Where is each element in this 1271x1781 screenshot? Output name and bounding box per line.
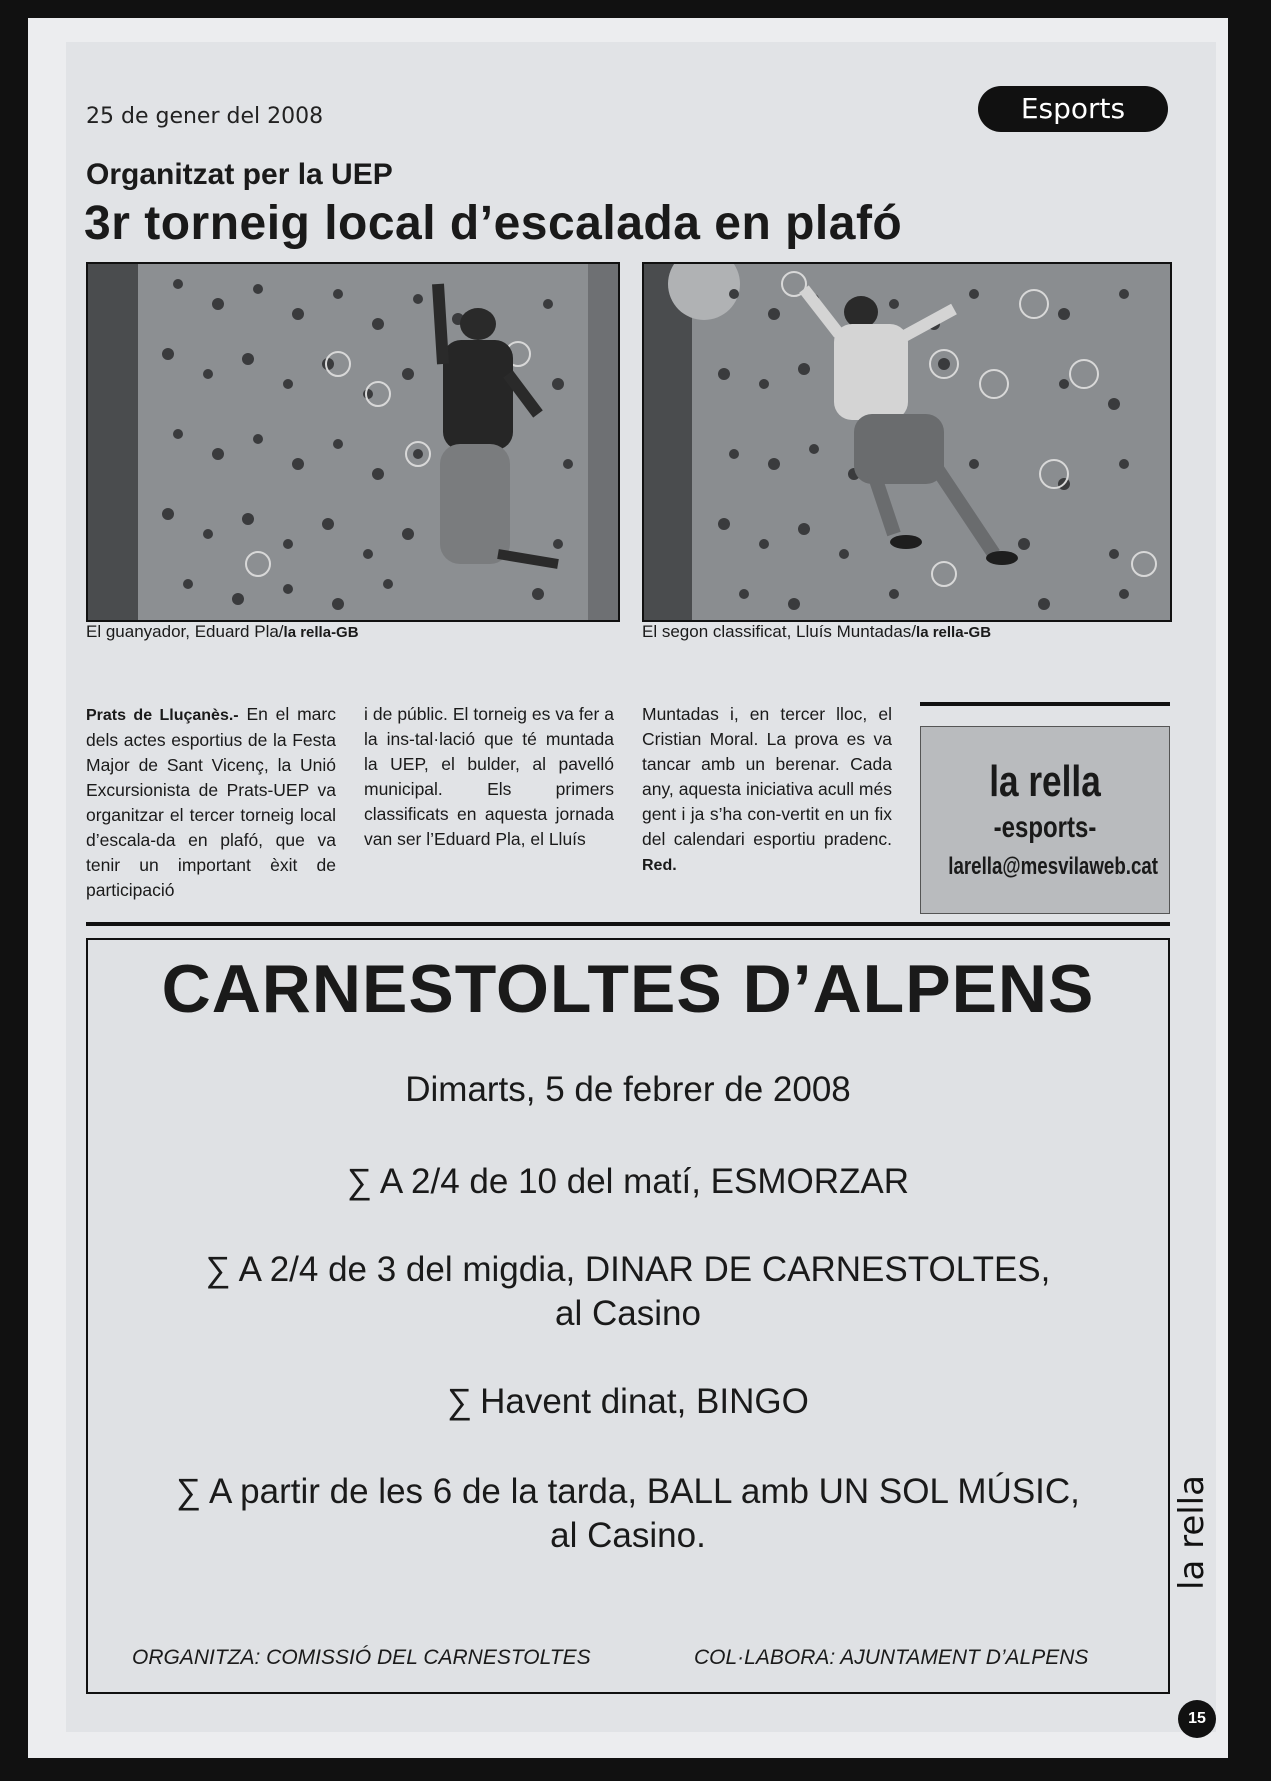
- sigma-bullet-icon: ∑: [447, 1382, 473, 1421]
- climbing-wall-image: [644, 264, 1170, 620]
- article-headline: 3r torneig local d’escalada en plafó: [84, 197, 903, 250]
- photo-caption: [86, 622, 359, 642]
- event-item-text: A partir de les 6 de la tarda, BALL amb UN SOL MÚSIC,: [209, 1472, 1080, 1511]
- caption-text: El segon classificat, Lluís Muntadas/: [642, 622, 917, 641]
- article-kicker: Organitzat per la UEP: [86, 158, 393, 191]
- event-item-text: A 2/4 de 10 del matí, ESMORZAR: [379, 1162, 910, 1201]
- event-item-text: Havent dinat, BINGO: [480, 1382, 809, 1421]
- event-item: [88, 1380, 1168, 1424]
- contact-email: larella@mesvilaweb.cat: [948, 853, 1159, 880]
- sigma-bullet-icon: ∑: [176, 1472, 202, 1511]
- event-announcement: [86, 938, 1170, 1694]
- photo-runner-up: [642, 262, 1172, 622]
- event-title: CARNESTOLTES D’ALPENS: [161, 951, 1095, 1027]
- article-byline: Prats de Lluçanès.-: [86, 707, 239, 724]
- article-signoff: Red.: [642, 857, 677, 874]
- contact-box: [920, 726, 1170, 914]
- contact-brand: la rella: [989, 757, 1101, 806]
- article-column: [86, 702, 336, 903]
- event-item-continuation: al Casino.: [550, 1516, 706, 1555]
- article-text: Muntadas i, en tercer lloc, el Cristian Moral. La prova es va tancar amb un berenar. Cada any, aquesta iniciativa acull més gent i ja s’ha con-vertit en un fix del calendari esportiu pradenc.: [642, 704, 892, 849]
- article-column: [364, 702, 614, 852]
- issue-date: 25 de gener del 2008: [86, 104, 324, 129]
- event-item: [88, 1248, 1168, 1292]
- event-item: [88, 1470, 1168, 1514]
- event-item-continuation: al Casino: [555, 1294, 701, 1333]
- contact-section: -esports-: [993, 811, 1097, 844]
- sigma-bullet-icon: ∑: [205, 1250, 231, 1289]
- article-column: [642, 702, 892, 878]
- sigma-bullet-icon: ∑: [346, 1162, 372, 1201]
- caption-text: El guanyador, Eduard Pla/: [86, 622, 284, 641]
- section-divider: [86, 922, 1170, 926]
- event-item-text: A 2/4 de 3 del migdia, DINAR DE CARNESTOLTES,: [238, 1250, 1051, 1289]
- photo-winner: [86, 262, 620, 622]
- box-top-rule: [920, 702, 1170, 706]
- article-text: i de públic. El torneig es va fer a la ins-tal·lació que té muntada la UEP, el bulder, al pavelló municipal. Els primers classificats en aquesta jornada van ser l’Eduard Pla, el Lluís: [364, 704, 614, 849]
- photo-caption: [642, 622, 991, 642]
- event-collaborator: COL·LABORA: AJUNTAMENT D’ALPENS: [694, 1646, 1089, 1669]
- event-item: [88, 1160, 1168, 1204]
- photo-credit: la rella-GB: [916, 624, 992, 641]
- event-organizer: ORGANITZA: COMISSIÓ DEL CARNESTOLTES: [132, 1646, 591, 1669]
- article-text: En el marc dels actes esportius de la Festa Major de Sant Vicenç, la Unió Excursionista de Prats-UEP va organitzar el tercer torneig local d’escala-da en plafó, que va tenir un important èxit de participació: [86, 704, 336, 900]
- side-brand: la rella: [1172, 1475, 1212, 1590]
- section-badge: Esports: [978, 86, 1168, 132]
- page-number: 15: [1178, 1700, 1216, 1738]
- event-date: Dimarts, 5 de febrer de 2008: [405, 1070, 851, 1109]
- photo-credit: la rella-GB: [283, 624, 359, 641]
- climbing-wall-image: [88, 264, 618, 620]
